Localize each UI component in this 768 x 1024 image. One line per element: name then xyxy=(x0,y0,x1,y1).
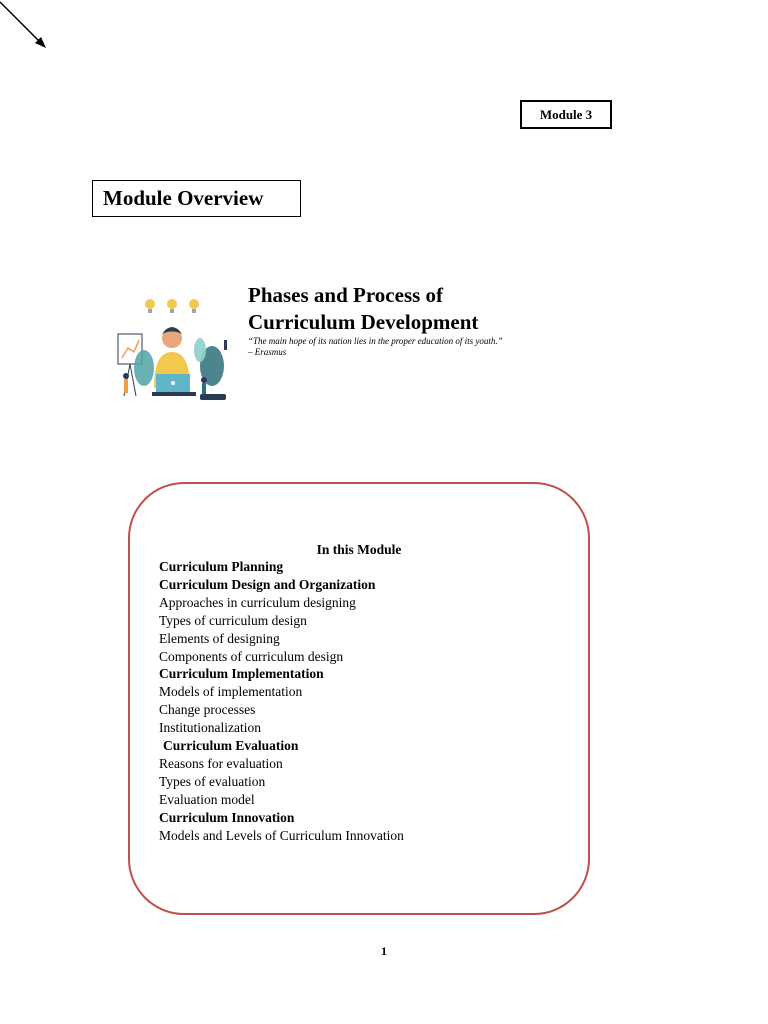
title-line-2: Curriculum Development xyxy=(248,310,479,334)
module-topic-list xyxy=(159,558,404,845)
quote-text: “The main hope of its nation lies in the proper education of its youth.” xyxy=(248,336,503,346)
corner-arrow-icon xyxy=(0,0,60,60)
list-item: Models of implementation xyxy=(159,684,303,700)
team-brainstorm-illustration xyxy=(104,288,232,408)
list-item: Models and Levels of Curriculum Innovation xyxy=(159,827,404,843)
person-with-laptop-icon xyxy=(152,327,196,396)
page-title xyxy=(248,282,568,336)
module-overview-heading xyxy=(92,180,301,217)
in-this-module-box xyxy=(128,482,590,915)
lightbulb-icon xyxy=(145,299,199,313)
list-item: Types of curriculum design xyxy=(159,612,307,628)
list-item: Evaluation model xyxy=(159,791,255,807)
list-item: Components of curriculum design xyxy=(159,648,344,664)
module-number-label xyxy=(520,100,612,129)
quote-author: – Erasmus xyxy=(248,347,287,357)
page-number: 1 xyxy=(381,944,387,958)
list-item: Institutionalization xyxy=(159,720,261,736)
list-item: Curriculum Design and Organization xyxy=(159,576,376,592)
list-item: Curriculum Evaluation xyxy=(163,738,299,754)
list-item: Curriculum Implementation xyxy=(159,666,324,682)
list-item: Change processes xyxy=(159,702,256,718)
list-item: Reasons for evaluation xyxy=(159,755,283,771)
list-item: Elements of designing xyxy=(159,630,280,646)
module-number-text: Module 3 xyxy=(539,106,593,122)
list-item: Curriculum Planning xyxy=(159,559,284,574)
list-item: Approaches in curriculum designing xyxy=(159,594,356,610)
list-item: Curriculum Innovation xyxy=(159,809,295,825)
list-item: Types of evaluation xyxy=(159,773,266,789)
module-box-heading: In this Module xyxy=(316,542,402,557)
title-line-1: Phases and Process of xyxy=(248,283,444,307)
module-overview-text: Module Overview xyxy=(103,186,264,210)
epigraph-quote xyxy=(248,336,608,358)
